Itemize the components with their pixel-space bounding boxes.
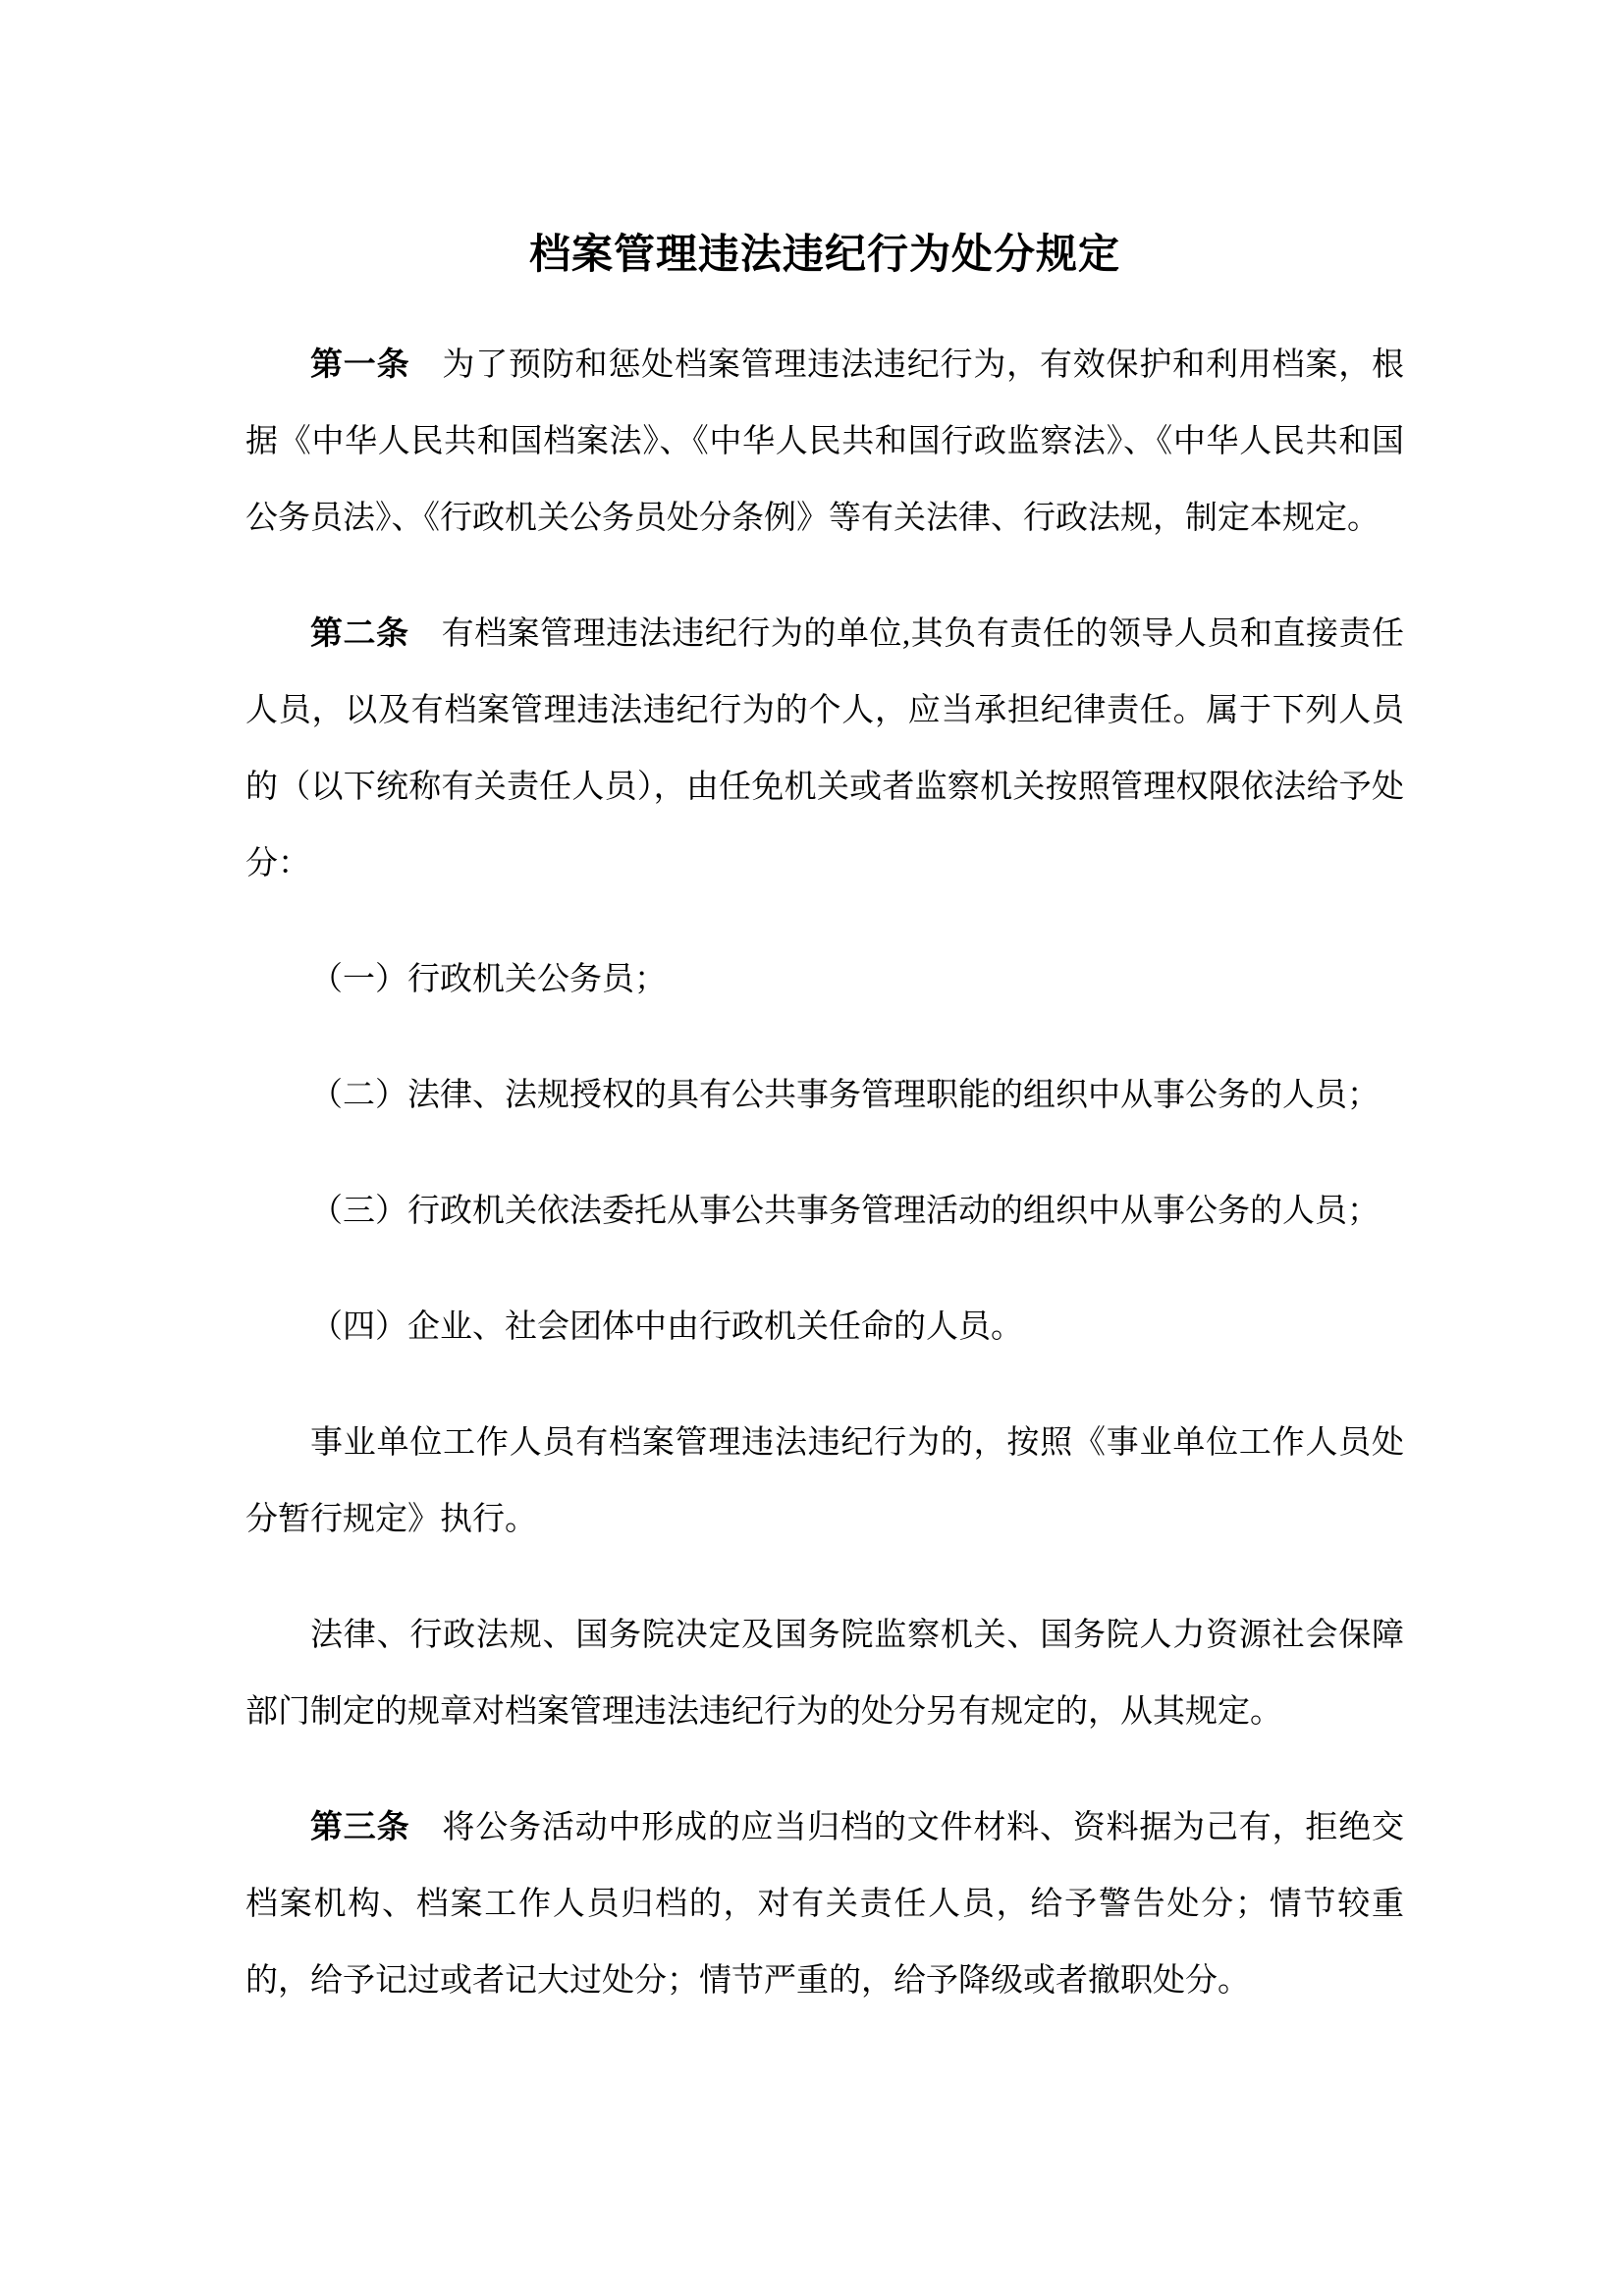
article-3-label: 第三条 <box>310 1810 410 1845</box>
article-2-item-2: （二）法律、法规授权的具有公共事务管理职能的组织中从事公务的人员； <box>310 1078 1380 1113</box>
article-2-item-3: （三）行政机关依法委托从事公共事务管理活动的组织中从事公务的人员； <box>310 1194 1380 1229</box>
document-title: 档案管理违法违纪行为处分规定 <box>528 233 1120 278</box>
article-3 <box>245 1789 1404 2019</box>
article-2-item-1: （一）行政机关公务员； <box>310 962 667 997</box>
article-1-text: 为了预防和惩处档案管理违法违纪行为，有效保护和利用档案，根据《中华人民共和国档案法》、《中华人民共和国行政监察法》、《中华人民共和国公务员法》、《行政机关公务员处分条例》等有关法律、行政法规，制定本规定。 <box>245 347 1405 536</box>
article-1 <box>245 327 1404 557</box>
paragraph-public-institution-staff: 事业单位工作人员有档案管理违法违纪行为的，按照《事业单位工作人员处分暂行规定》执行。 <box>245 1425 1404 1537</box>
article-2-item-4: （四）企业、社会团体中由行政机关任命的人员。 <box>310 1309 1023 1345</box>
article-1-label: 第一条 <box>310 347 410 383</box>
paragraph-other-regulations: 法律、行政法规、国务院决定及国务院监察机关、国务院人力资源社会保障部门制定的规章对档案管理违法违纪行为的处分另有规定的，从其规定。 <box>245 1618 1404 1730</box>
article-2-label: 第二条 <box>310 616 409 652</box>
article-3-text: 将公务活动中形成的应当归档的文件材料、资料据为己有，拒绝交档案机构、档案工作人员归档的，对有关责任人员，给予警告处分；情节较重的，给予记过或者记大过处分；情节严重的，给予降级或者撤职处分。 <box>245 1810 1405 1999</box>
article-2-text: 有档案管理违法违纪行为的单位,其负有责任的领导人员和直接责任人员，以及有档案管理违法违纪行为的个人，应当承担纪律责任。属于下列人员的（以下统称有关责任人员），由任免机关或者监察机关按照管理权限依法给予处分： <box>245 616 1405 881</box>
article-2 <box>245 596 1404 902</box>
